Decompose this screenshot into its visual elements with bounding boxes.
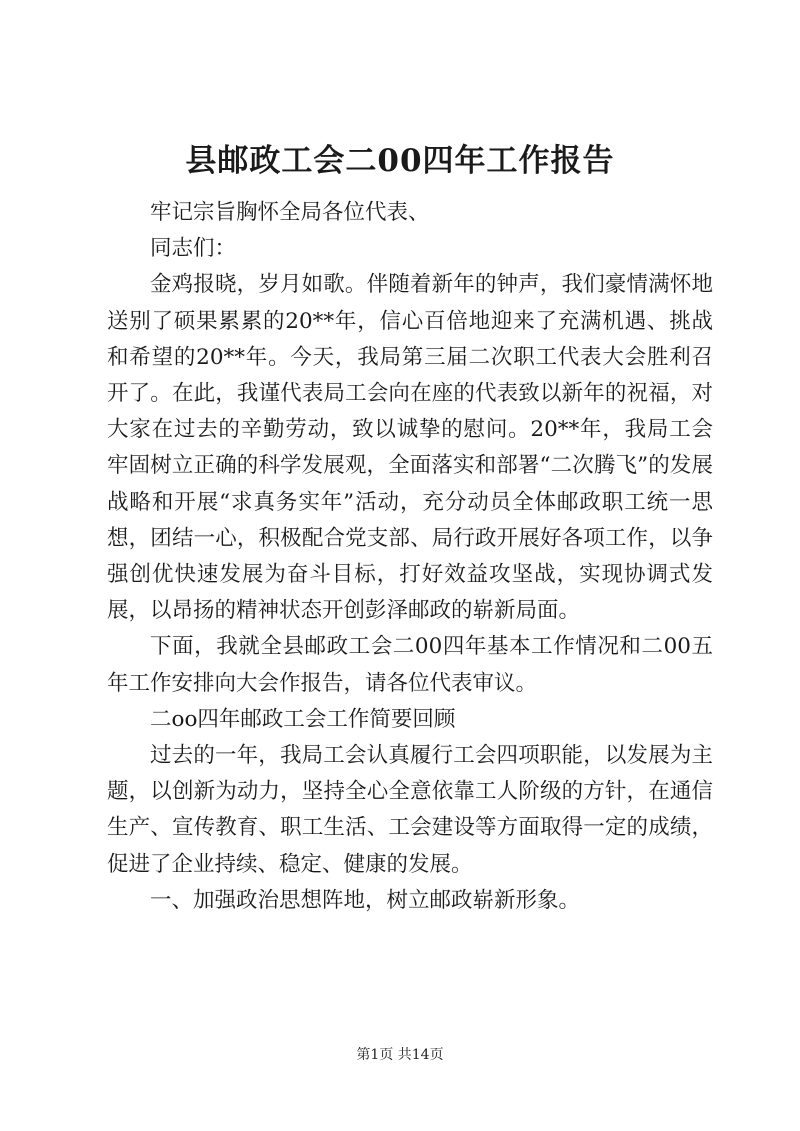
paragraph-review: 过去的一年，我局工会认真履行工会四项职能，以发展为主题，以创新为动力，坚持全心全意依靠工人阶级的方针，在通信生产、宣传教育、职工生活、工会建设等方面取得一定的成绩，促进了企业持续、稳定、健康的发展。	[107, 743, 713, 877]
paragraph-agenda: 下面，我就全县邮政工会二00四年基本工作情况和二00五年工作安排向大会作报告，请各位代表审议。	[107, 634, 713, 696]
paragraph-opening: 金鸡报晓，岁月如歌。伴随着新年的钟声，我们豪情满怀地送别了硕果累累的20**年，信心百倍地迎来了充满机遇、挑战和希望的20**年。今天，我局第三届二次职工代表大会胜利召开了。在此，我谨代表局工会向在座的代表致以新年的祝福，对大家在过去的辛勤劳动，致以诚挚的慰问。20**年，我局工会牢固树立正确的科学发展观，全面落实和部署“二次腾飞”的发展战略和开展“求真务实年”活动，充分动员全体邮政职工统一思想，团结一心，积极配合党支部、局行政开展好各项工作，以争强创优快速发展为奋斗目标，打好效益攻坚战，实现协调式发展，以昂扬的精神状态开创彭泽邮政的崭新局面。	[107, 272, 713, 624]
salutation-line-2: 同志们：	[150, 236, 237, 262]
salutation-line-1: 牢记宗旨胸怀全局各位代表、	[150, 200, 430, 225]
section-heading-review: 二oo四年邮政工会工作简要回顾	[150, 706, 456, 732]
page-footer: 第1页 共14页	[356, 1047, 444, 1063]
document-title: 县邮政工会二00四年工作报告	[185, 143, 615, 179]
subsection-heading-1: 一、加强政治思想阵地，树立邮政崭新形象。	[150, 887, 581, 913]
document-body	[107, 195, 713, 919]
